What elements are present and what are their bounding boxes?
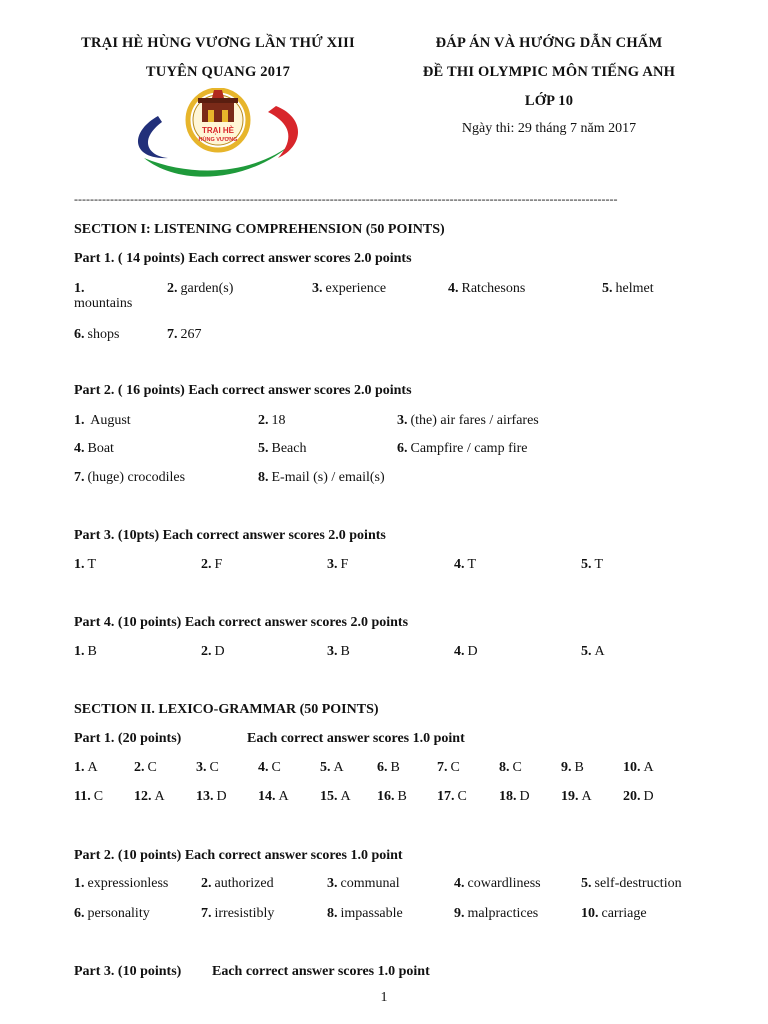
exam-date: Ngày thi: 29 tháng 7 năm 2017 (461, 121, 637, 136)
s2-part2-title: Part 2. (10 points) Each correct answer scores 1.0 point (74, 848, 403, 863)
answer-item: 5. Beach (258, 441, 307, 456)
answer-item: 3. C (196, 760, 219, 775)
answer-item: 1. T (74, 557, 97, 572)
answer-item: 8. impassable (327, 906, 403, 921)
answer-item: 4. cowardliness (454, 876, 541, 891)
answer-item: 6. B (377, 760, 400, 775)
logo-text-2: HÙNG VƯƠNG (198, 137, 238, 143)
answer-item: 1. (74, 281, 85, 296)
answer-item: 11. C (74, 789, 104, 804)
answer-item: 1. August (74, 413, 131, 428)
answer-item: 16. B (377, 789, 407, 804)
answer-item: 6. Campfire / camp fire (397, 441, 528, 456)
camp-logo-graphic (128, 88, 308, 188)
answer-item: 4. Boat (74, 441, 114, 456)
answer-item: 2. D (201, 644, 225, 659)
doc-subtitle: ĐỀ THI OLYMPIC MÔN TIẾNG ANH (422, 64, 676, 80)
grade-label: LỚP 10 (524, 93, 574, 109)
s2-part1-title: Part 1. (20 points) (74, 731, 182, 746)
answer-item: mountains (74, 296, 133, 311)
answer-item: 5. self-destruction (581, 876, 682, 891)
doc-title: ĐÁP ÁN VÀ HƯỚNG DẪN CHẤM (435, 35, 663, 51)
s1-part1-title: Part 1. ( 14 points) Each correct answer scores 2.0 points (74, 251, 412, 266)
answer-item: 2. garden(s) (167, 281, 234, 296)
answer-item: 8. E-mail (s) / email(s) (258, 470, 385, 485)
answer-item: 14. A (258, 789, 289, 804)
answer-item: 9. malpractices (454, 906, 539, 921)
answer-item: 10. A (623, 760, 654, 775)
answer-item: 5. T (581, 557, 604, 572)
answer-item: 3. B (327, 644, 350, 659)
answer-item: 18. D (499, 789, 530, 804)
answer-item: 7. (huge) crocodiles (74, 470, 186, 485)
s1-part2-title: Part 2. ( 16 points) Each correct answer scores 2.0 points (74, 383, 412, 398)
answer-item: 7. 267 (167, 327, 202, 342)
answer-item: 3. F (327, 557, 349, 572)
answer-item: 4. T (454, 557, 477, 572)
answer-item: 1. B (74, 644, 97, 659)
answer-item: 19. A (561, 789, 592, 804)
answer-item: 2. authorized (201, 876, 274, 891)
divider-line: ---------------------------------------------------------------------------------------------------------------------------------------- (74, 192, 618, 204)
answer-item: 8. C (499, 760, 522, 775)
answer-item: 6. shops (74, 327, 120, 342)
answer-item: 2. 18 (258, 413, 286, 428)
s1-part3-title: Part 3. (10pts) Each correct answer scores 2.0 points (74, 528, 386, 543)
s1-part4-title: Part 4. (10 points) Each correct answer scores 2.0 points (74, 615, 409, 630)
answer-item: 3. communal (327, 876, 400, 891)
answer-item: 15. A (320, 789, 351, 804)
answer-item: 4. C (258, 760, 281, 775)
school-name: TRẠI HÈ HÙNG VƯƠNG LẦN THỨ XIII (81, 35, 355, 51)
answer-item: 13. D (196, 789, 227, 804)
answer-item: 7. irresistibly (201, 906, 275, 921)
answer-item: 7. C (437, 760, 460, 775)
answer-item: 10. carriage (581, 906, 647, 921)
answer-item: 5. helmet (602, 281, 654, 296)
answer-item: 17. C (437, 789, 467, 804)
answer-item: 9. B (561, 760, 584, 775)
s2-part3-title: Part 3. (10 points) (74, 964, 182, 979)
answer-item: 3. (the) air fares / airfares (397, 413, 539, 428)
logo-text-1: TRẠI HÈ (202, 126, 234, 135)
answer-item: 1. A (74, 760, 98, 775)
section1-title: SECTION I: LISTENING COMPREHENSION (50 POINTS) (74, 222, 445, 237)
answer-item: 5. A (320, 760, 344, 775)
answer-item: 5. A (581, 644, 605, 659)
answer-item: 2. F (201, 557, 223, 572)
answer-item: 2. C (134, 760, 157, 775)
s2-part1-scoring: Each correct answer scores 1.0 point (247, 731, 465, 746)
answer-item: 6. personality (74, 906, 150, 921)
answer-item: 3. experience (312, 281, 387, 296)
s2-part3-scoring: Each correct answer scores 1.0 point (212, 964, 430, 979)
answer-item: 1. expressionless (74, 876, 169, 891)
answer-item: 20. D (623, 789, 654, 804)
answer-item: 4. D (454, 644, 478, 659)
answer-item: 4. Ratchesons (448, 281, 526, 296)
school-location: TUYÊN QUANG 2017 (145, 64, 291, 80)
camp-logo (128, 88, 308, 188)
section2-title: SECTION II. LEXICO-GRAMMAR (50 POINTS) (74, 702, 379, 717)
page-number: 1 (380, 990, 388, 1005)
answer-item: 12. A (134, 789, 165, 804)
